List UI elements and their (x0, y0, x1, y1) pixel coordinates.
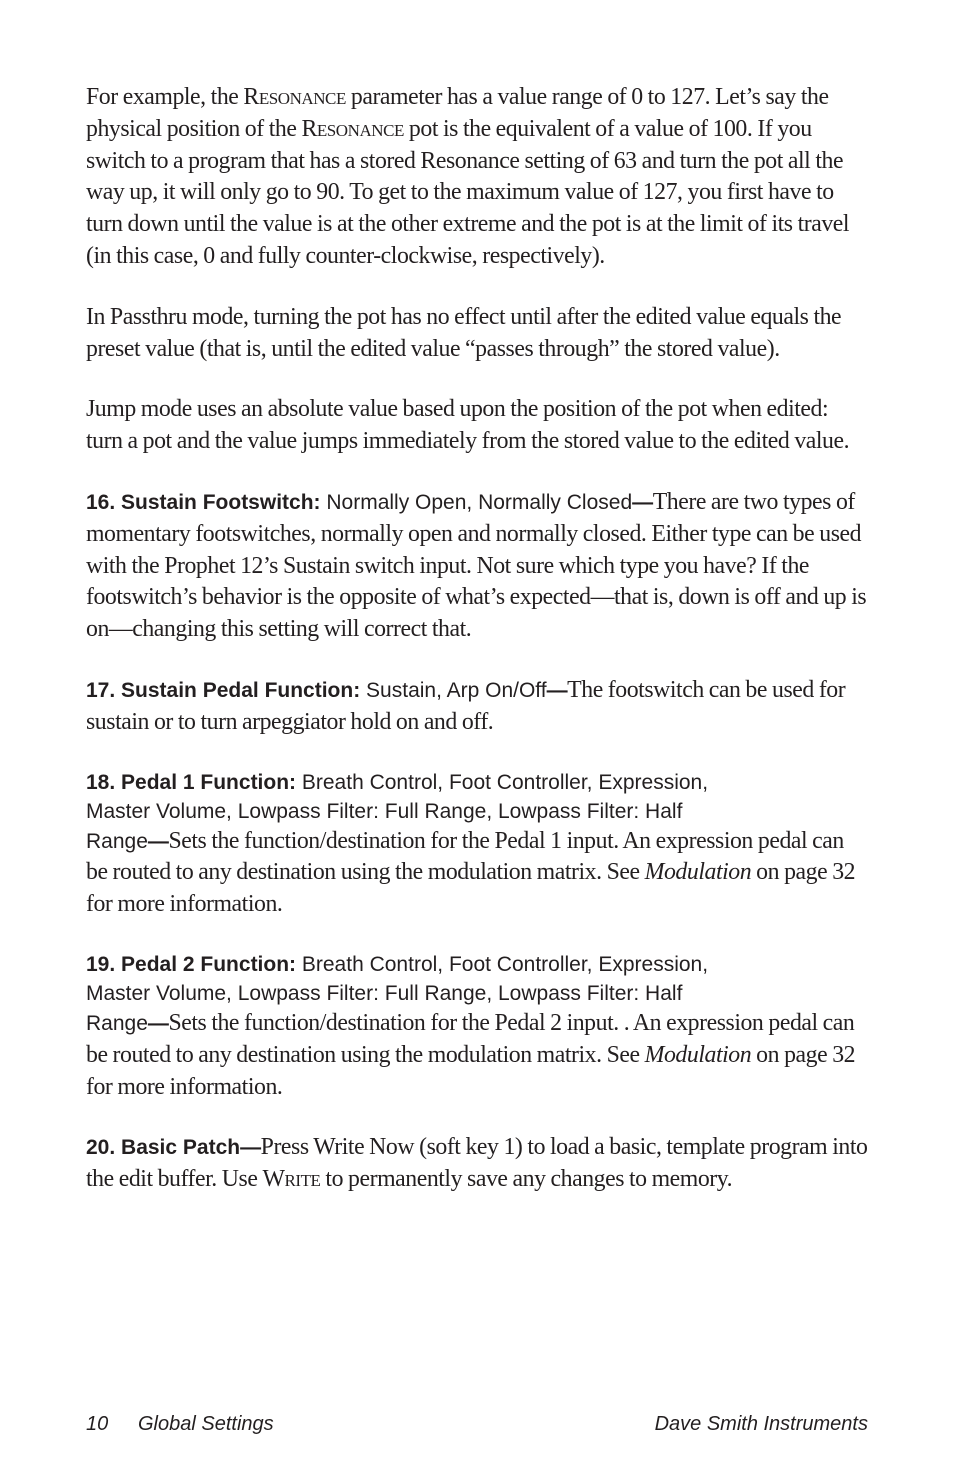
item-options: Range (86, 1011, 148, 1035)
em-dash: — (147, 829, 169, 853)
text-run: For example, the (86, 84, 244, 110)
item-16-sustain-footswitch (86, 487, 868, 646)
page-footer (86, 1411, 868, 1437)
footer-section-title: Global Settings (138, 1413, 274, 1435)
item-options: Breath Control, Foot Controller, Expression, (296, 952, 709, 976)
item-term: 20. Basic Patch (86, 1136, 241, 1160)
item-19-pedal-2-function (86, 950, 868, 1103)
item-description: on page 32 for more information. (86, 1041, 856, 1100)
item-term: 18. Pedal 1 Function: (86, 770, 297, 794)
text-run: pot is the equivalent of a value of 100. If you switch to a program that has a stored Resonance setting of 63 and turn the pot all the way up, it will only go to 90. To get to the maximum value of 127, you first have to turn down until the value is at the other extreme and the pot is at the limit of its travel (in this case, 0 and fully counter-clockwise, respectively). (86, 115, 850, 269)
item-description: The footswitch can be used for sustain or to turn arpeggiator hold on and off. (86, 676, 846, 735)
item-header-line (86, 950, 868, 979)
item-description: There are two types of momentary footswitches, normally open and normally closed. Either type can be used with the Prophet 12’s Sustain switch input. Not sure which type you have? If the footswitch’s behavior is the opposite of what’s expected—that is, down is off and up is on—changing this setting will correct that. (86, 488, 867, 643)
item-description: Sets the function/destination for the Pedal 1 input. An expression pedal can be routed to any destination using the modulation matrix. See (86, 827, 844, 886)
item-term: 17. Sustain Pedal Function: (86, 678, 361, 702)
item-term: 19. Pedal 2 Function: (86, 952, 297, 976)
item-description: on page 32 for more information. (86, 859, 856, 918)
em-dash: — (546, 678, 568, 702)
button-name-small-caps: Write (262, 1166, 321, 1193)
em-dash: — (240, 1136, 261, 1160)
item-options: Sustain, Arp On/Off (360, 678, 547, 702)
item-18-pedal-1-function (86, 768, 868, 921)
page-number: 10 (86, 1413, 109, 1435)
item-description: Sets the function/destination for the Pedal 2 input. . An expression pedal can be routed to any destination using the modulation matrix. See (86, 1009, 855, 1068)
page-body (86, 82, 868, 1225)
item-options: Breath Control, Foot Controller, Expression, (296, 770, 709, 794)
paragraph-resonance-example (86, 82, 868, 273)
item-20-basic-patch (86, 1132, 868, 1196)
paragraph-passthru-mode: In Passthru mode, turning the pot has no effect until after the edited value equals the preset value (that is, until the edited value “passes through” the stored value). (86, 303, 842, 362)
item-description: Press Write Now (soft key 1) to load a basic, template program into the edit buffer. Use (86, 1134, 868, 1193)
em-dash: — (147, 1011, 169, 1035)
item-17-sustain-pedal-function (86, 675, 868, 739)
item-options-line: Master Volume, Lowpass Filter: Full Range, Lowpass Filter: Half (86, 799, 683, 823)
item-description: to permanently save any changes to memory. (320, 1166, 733, 1193)
text-run: parameter has a value range of 0 to 127. Let’s say the physical position of the (86, 84, 829, 142)
cross-reference: Modulation (644, 1041, 752, 1068)
footer-brand: Dave Smith Instruments (654, 1413, 868, 1435)
item-term: 16. Sustain Footswitch: (86, 490, 321, 514)
paragraph-jump-mode: Jump mode uses an absolute value based upon the position of the pot when edited: turn a pot and the value jumps immediately from the stored value to the edited value. (86, 396, 850, 455)
item-options: Range (86, 829, 148, 853)
em-dash: — (632, 490, 653, 514)
parameter-name-small-caps: Resonance (243, 84, 346, 110)
item-header-line (86, 768, 868, 797)
cross-reference: Modulation (644, 859, 752, 886)
parameter-name-small-caps: Resonance (301, 115, 404, 142)
item-options-line: Master Volume, Lowpass Filter: Full Range, Lowpass Filter: Half (86, 981, 683, 1005)
item-options: Normally Open, Normally Closed (320, 490, 633, 514)
